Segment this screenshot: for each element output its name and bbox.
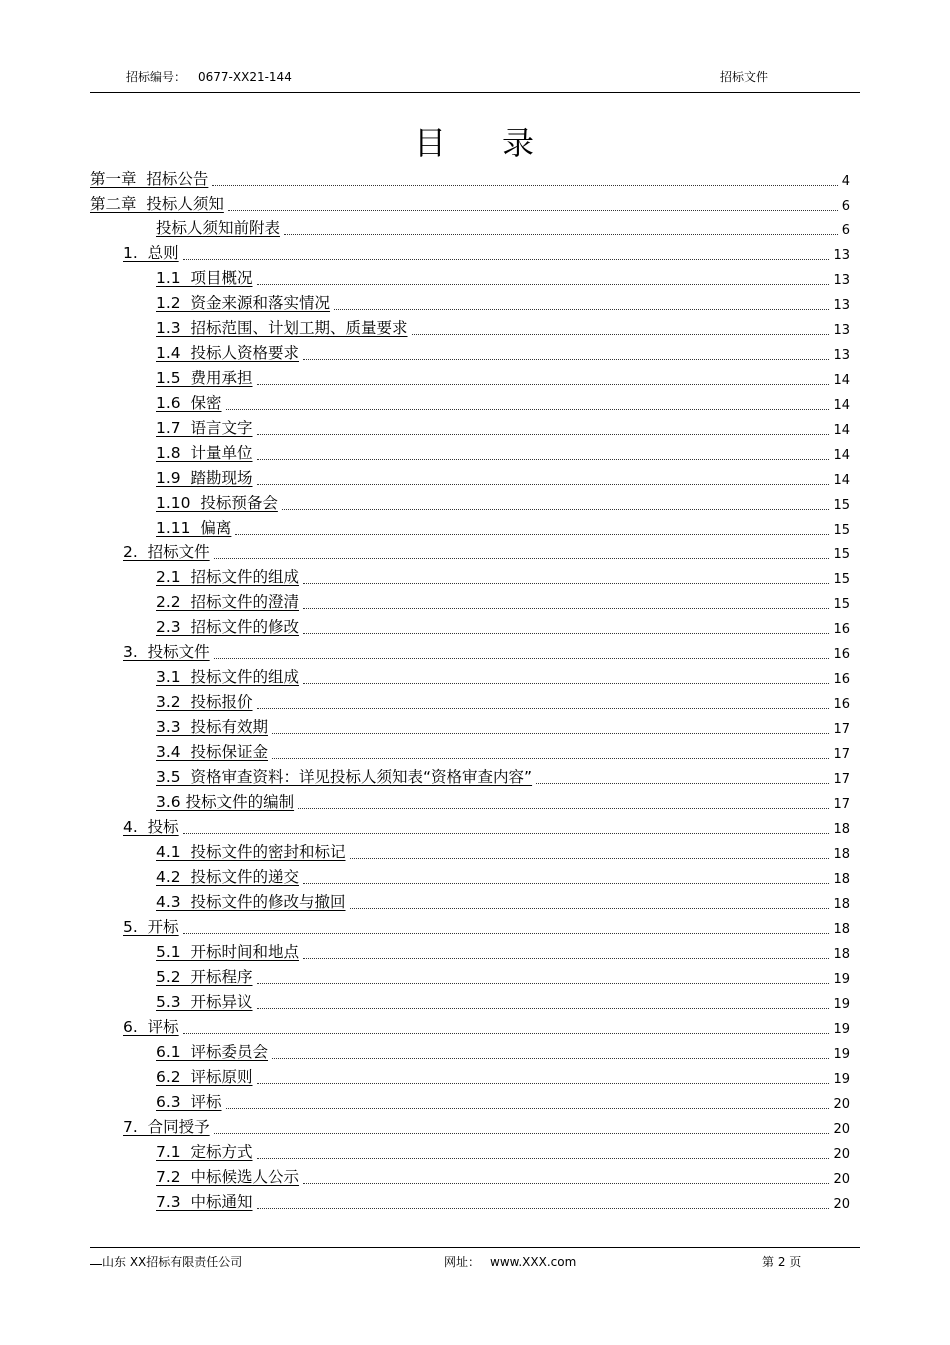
toc-entry[interactable] xyxy=(123,242,850,264)
toc-entry-label[interactable]: 1.8 计量单位 xyxy=(156,444,253,462)
toc-entry[interactable] xyxy=(156,1041,850,1063)
toc-entry-page: 14 xyxy=(833,473,850,488)
toc-leader-dots xyxy=(282,509,830,510)
toc-leader-dots xyxy=(303,1183,829,1184)
toc-entry-label[interactable]: 1.9 踏勘现场 xyxy=(156,469,253,487)
toc-entry-page: 16 xyxy=(833,622,850,637)
toc-entry-page: 16 xyxy=(833,697,850,712)
toc-entry-label[interactable]: 4. 投标 xyxy=(123,818,179,836)
toc-entry-label[interactable]: 1.3 招标范围、计划工期、质量要求 xyxy=(156,319,408,337)
toc-leader-dots xyxy=(212,185,837,186)
toc-entry[interactable] xyxy=(156,616,850,638)
footer-website-label: 网址： xyxy=(444,1255,481,1269)
toc-leader-dots xyxy=(412,334,830,335)
toc-entry-label[interactable]: 6. 评标 xyxy=(123,1018,179,1036)
toc-leader-dots xyxy=(257,1208,830,1209)
toc-leader-dots xyxy=(183,1033,830,1034)
toc-entry[interactable] xyxy=(156,741,850,763)
toc-entry-page: 13 xyxy=(833,348,850,363)
toc-entry[interactable] xyxy=(156,966,850,988)
toc-entry[interactable] xyxy=(156,292,850,314)
toc-leader-dots xyxy=(257,384,830,385)
toc-entry-label[interactable]: 1.10 投标预备会 xyxy=(156,494,278,512)
toc-entry[interactable] xyxy=(156,591,850,613)
toc-entry-label[interactable]: 2.3 招标文件的修改 xyxy=(156,618,300,636)
toc-leader-dots xyxy=(303,958,829,959)
toc-entry-page: 14 xyxy=(833,398,850,413)
page-header xyxy=(90,60,860,93)
toc-leader-dots xyxy=(257,708,830,709)
toc-entry-label[interactable]: 1.2 资金来源和落实情况 xyxy=(156,294,331,312)
toc-entry[interactable] xyxy=(156,417,850,439)
tender-number xyxy=(126,68,292,85)
toc-entry-page: 13 xyxy=(833,323,850,338)
toc-entry[interactable] xyxy=(156,891,850,913)
toc-entry-label[interactable]: 3.5 资格审查资料：详见投标人须知表“资格审查内容” xyxy=(156,768,533,786)
tender-number-value: 0677-XX21-144 xyxy=(198,70,292,84)
toc-entry[interactable] xyxy=(156,566,850,588)
toc-entry-label[interactable]: 3.4 投标保证金 xyxy=(156,743,269,761)
toc-entry-page: 15 xyxy=(833,523,850,538)
toc-entry[interactable] xyxy=(156,1191,850,1213)
toc-leader-dots xyxy=(272,733,829,734)
toc-entry-label[interactable]: 1. 总则 xyxy=(123,244,179,262)
footer-page-number: 第 2 页 xyxy=(762,1255,802,1269)
toc-leader-dots xyxy=(257,434,830,435)
toc-entry[interactable] xyxy=(123,641,850,663)
toc-entry-label[interactable]: 6.1 评标委员会 xyxy=(156,1043,269,1061)
toc-entry-page: 18 xyxy=(833,947,850,962)
toc-entry-page: 17 xyxy=(833,772,850,787)
toc-leader-dots xyxy=(183,933,830,934)
toc-entry[interactable] xyxy=(123,816,850,838)
toc-entry[interactable] xyxy=(156,941,850,963)
toc-entry-page: 16 xyxy=(833,647,850,662)
toc-entry[interactable] xyxy=(156,841,850,863)
toc-entry-page: 20 xyxy=(833,1097,850,1112)
toc-entry-page: 14 xyxy=(833,423,850,438)
toc-entry[interactable] xyxy=(156,1066,850,1088)
toc-entry-label[interactable]: 5. 开标 xyxy=(123,918,179,936)
toc-entry[interactable] xyxy=(156,342,850,364)
toc-entry-label[interactable]: 7.2 中标候选人公示 xyxy=(156,1168,300,1186)
page-title xyxy=(0,118,950,164)
toc-leader-dots xyxy=(303,683,829,684)
toc-entry-page: 18 xyxy=(833,847,850,862)
toc-entry-page: 16 xyxy=(833,672,850,687)
toc-entry-label[interactable]: 3.1 投标文件的组成 xyxy=(156,668,300,686)
toc-entry-label[interactable]: 3.6 投标文件的编制 xyxy=(156,793,295,811)
toc-leader-dots xyxy=(257,983,830,984)
toc-entry[interactable] xyxy=(156,367,850,389)
toc-entry[interactable] xyxy=(156,317,850,339)
footer-company xyxy=(90,1253,242,1270)
toc-entry[interactable] xyxy=(156,267,850,289)
toc-entry-label[interactable]: 2.2 招标文件的澄清 xyxy=(156,593,300,611)
toc-entry[interactable] xyxy=(156,716,850,738)
toc-leader-dots xyxy=(350,908,830,909)
toc-entry-label[interactable]: 6.3 评标 xyxy=(156,1093,222,1111)
toc-leader-dots xyxy=(298,808,829,809)
toc-entry-page: 18 xyxy=(833,822,850,837)
toc-leader-dots xyxy=(226,409,830,410)
toc-entry[interactable] xyxy=(156,492,850,514)
toc-leader-dots xyxy=(303,633,829,634)
toc-leader-dots xyxy=(228,210,838,211)
toc-entry-label[interactable]: 5.1 开标时间和地点 xyxy=(156,943,300,961)
toc-entry-page: 19 xyxy=(833,1072,850,1087)
toc-entry-page: 19 xyxy=(833,972,850,987)
toc-entry-page: 6 xyxy=(841,223,850,238)
toc-leader-dots xyxy=(334,309,829,310)
toc-entry-page: 15 xyxy=(833,597,850,612)
toc-leader-dots xyxy=(284,234,838,235)
toc-leader-dots xyxy=(257,1158,830,1159)
toc-leader-dots xyxy=(226,1108,830,1109)
toc-entry-label[interactable]: 2. 招标文件 xyxy=(123,543,210,561)
toc-entry-page: 20 xyxy=(833,1197,850,1212)
toc-entry-label[interactable]: 5.2 开标程序 xyxy=(156,968,253,986)
toc-entry[interactable] xyxy=(90,168,850,190)
tender-number-label: 招标编号： xyxy=(126,70,187,84)
toc-entry-page: 14 xyxy=(833,373,850,388)
toc-entry-label[interactable]: 1.1 项目概况 xyxy=(156,269,253,287)
toc-leader-dots xyxy=(303,583,829,584)
toc-entry-label[interactable]: 7.1 定标方式 xyxy=(156,1143,253,1161)
toc-leader-dots xyxy=(235,534,829,535)
toc-entry[interactable] xyxy=(156,1141,850,1163)
toc-entry-label[interactable]: 7. 合同授予 xyxy=(123,1118,210,1136)
toc-leader-dots xyxy=(303,883,829,884)
toc-entry-page: 6 xyxy=(841,199,850,214)
toc-entry-label[interactable]: 3.2 投标报价 xyxy=(156,693,253,711)
page-footer xyxy=(90,1247,860,1278)
toc-leader-dots xyxy=(303,359,829,360)
footer-website-url: www.XXX.com xyxy=(490,1255,577,1269)
toc-entry-page: 20 xyxy=(833,1172,850,1187)
toc-entry-page: 18 xyxy=(833,897,850,912)
toc-entry-page: 19 xyxy=(833,997,850,1012)
doc-type: 招标文件 xyxy=(720,70,769,84)
toc-leader-dots xyxy=(214,658,830,659)
toc-entry-page: 19 xyxy=(833,1022,850,1037)
toc-leader-dots xyxy=(257,1083,830,1084)
toc-entry-page: 15 xyxy=(833,572,850,587)
toc-entry-label[interactable]: 6.2 评标原则 xyxy=(156,1068,253,1086)
toc-entry[interactable] xyxy=(156,442,850,464)
toc-entry-page: 4 xyxy=(841,174,850,189)
toc-leader-dots xyxy=(272,1058,829,1059)
toc-entry-label[interactable]: 投标人须知前附表 xyxy=(156,219,281,237)
toc-leader-dots xyxy=(214,1133,830,1134)
toc-entry[interactable] xyxy=(90,193,850,215)
toc-entry[interactable] xyxy=(156,517,850,539)
footer-company-name: 山东 XX招标有限责任公司 xyxy=(102,1255,243,1269)
toc-entry[interactable] xyxy=(156,791,850,813)
toc-entry-page: 14 xyxy=(833,448,850,463)
toc-entry-label[interactable]: 4.3 投标文件的修改与撤回 xyxy=(156,893,346,911)
toc-entry-label[interactable]: 1.5 费用承担 xyxy=(156,369,253,387)
toc-entry-page: 18 xyxy=(833,872,850,887)
toc-entry[interactable] xyxy=(123,916,850,938)
toc-entry[interactable] xyxy=(123,1016,850,1038)
toc-entry[interactable] xyxy=(156,467,850,489)
toc-entry-page: 15 xyxy=(833,498,850,513)
toc-leader-dots xyxy=(257,284,830,285)
toc-leader-dots xyxy=(183,833,830,834)
toc-entry-label[interactable]: 1.4 投标人资格要求 xyxy=(156,344,300,362)
toc-leader-dots xyxy=(303,608,829,609)
toc-entry[interactable] xyxy=(156,666,850,688)
toc-entry-label[interactable]: 5.3 开标异议 xyxy=(156,993,253,1011)
toc-leader-dots xyxy=(214,558,830,559)
toc-entry-page: 13 xyxy=(833,248,850,263)
toc-entry[interactable] xyxy=(156,1091,850,1113)
title-part-2: 录 xyxy=(502,124,537,162)
toc-entry-label[interactable]: 3. 投标文件 xyxy=(123,643,210,661)
toc-entry-label[interactable]: 4.2 投标文件的递交 xyxy=(156,868,300,886)
toc-leader-dots xyxy=(257,484,830,485)
toc-leader-dots xyxy=(257,1008,830,1009)
toc-entry-label[interactable]: 1.6 保密 xyxy=(156,394,222,412)
toc-entry-label[interactable]: 3.3 投标有效期 xyxy=(156,718,269,736)
toc-entry[interactable] xyxy=(123,1116,850,1138)
toc-leader-dots xyxy=(536,783,829,784)
toc-entry-page: 13 xyxy=(833,298,850,313)
toc-entry[interactable] xyxy=(156,991,850,1013)
toc-entry-label[interactable]: 第二章 投标人须知 xyxy=(90,195,224,213)
toc-entry-page: 17 xyxy=(833,722,850,737)
toc-entry[interactable] xyxy=(156,392,850,414)
toc-leader-dots xyxy=(350,858,830,859)
toc-entry-page: 13 xyxy=(833,273,850,288)
title-part-1: 目 xyxy=(413,124,448,162)
toc-entry[interactable] xyxy=(156,766,850,788)
toc-entry-label[interactable]: 2.1 招标文件的组成 xyxy=(156,568,300,586)
toc-entry-page: 17 xyxy=(833,797,850,812)
toc-entry-label[interactable]: 7.3 中标通知 xyxy=(156,1193,253,1211)
toc-entry-label[interactable]: 4.1 投标文件的密封和标记 xyxy=(156,843,346,861)
toc-entry-label[interactable]: 1.7 语言文字 xyxy=(156,419,253,437)
toc-leader-dots xyxy=(183,259,830,260)
toc-entry-page: 20 xyxy=(833,1147,850,1162)
toc-leader-dots xyxy=(272,758,829,759)
toc-entry[interactable] xyxy=(156,866,850,888)
toc-entry-label[interactable]: 1.11 偏离 xyxy=(156,519,232,537)
toc-entry-label[interactable]: 第一章 招标公告 xyxy=(90,170,209,188)
footer-website xyxy=(444,1253,576,1270)
toc-entry-page: 17 xyxy=(833,747,850,762)
toc-leader-dots xyxy=(257,459,830,460)
toc-entry[interactable] xyxy=(156,691,850,713)
toc-entry-page: 20 xyxy=(833,1122,850,1137)
toc-entry-page: 19 xyxy=(833,1047,850,1062)
toc-entry[interactable] xyxy=(156,217,850,239)
toc-entry-page: 18 xyxy=(833,922,850,937)
toc-entry[interactable] xyxy=(156,1166,850,1188)
toc-entry-page: 15 xyxy=(833,547,850,562)
toc-entry[interactable] xyxy=(123,541,850,563)
